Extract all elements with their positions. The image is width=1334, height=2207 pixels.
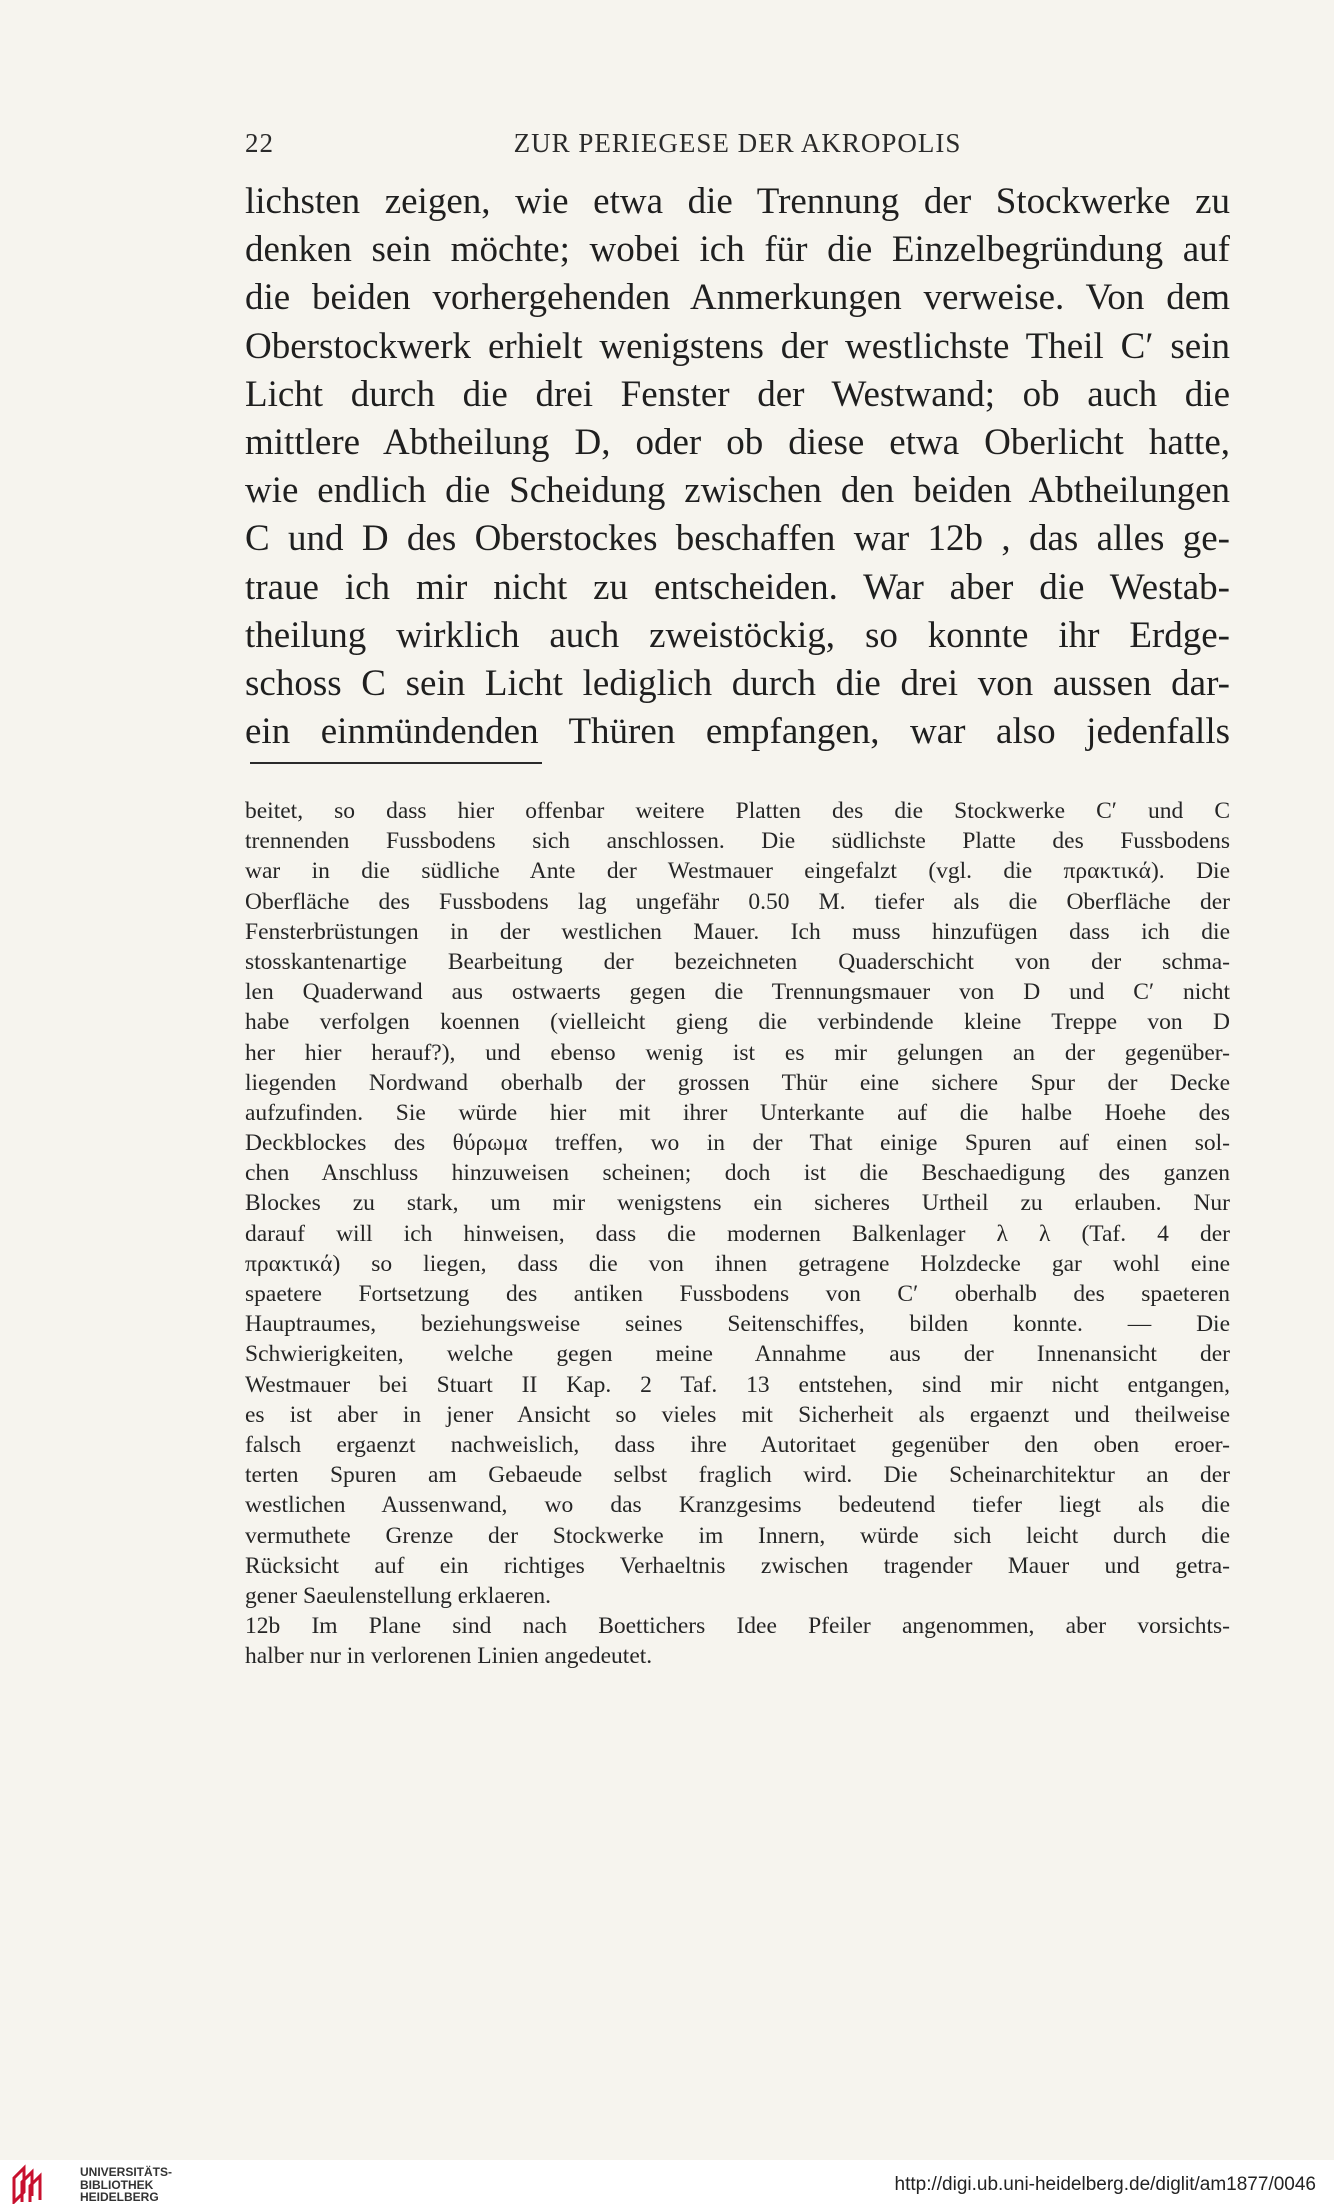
body-line: schoss C sein Licht lediglich durch die drei von aussen dar- (245, 662, 1230, 704)
footnote-line: Westmauer bei Stuart II Kap. 2 Taf. 13 entstehen, sind mir nicht entgangen, (245, 1371, 1230, 1398)
footnote-line: Schwierigkeiten, welche gegen meine Annahme aus der Innenansicht der (245, 1341, 1230, 1368)
footnote-line: Fensterbrüstungen in der westlichen Mauer. Ich muss hinzufügen dass ich die (245, 918, 1230, 945)
footnote-line: chen Anschluss hinzuweisen scheinen; doch ist die Beschaedigung des ganzen (245, 1160, 1230, 1187)
footnote-line: war in die südliche Ante der Westmauer eingefalzt (vgl. die πρακτικά). Die (245, 858, 1230, 885)
library-name-line: HEIDELBERG (80, 2190, 159, 2204)
footnote-line: aufzufinden. Sie würde hier mit ihrer Unterkante auf die halbe Hoehe des (245, 1099, 1230, 1126)
footnote-12b: 12b Im Plane sind nach Boettichers Idee Pfeiler angenommen, aber vorsichts- (245, 1613, 1230, 1640)
page-number: 22 (245, 128, 274, 158)
footnote-line: trennenden Fussbodens sich anschlossen. Die südlichste Platte des Fussbodens (245, 828, 1230, 855)
footnote-line: πρακτικά) so liegen, dass die von ihnen getragene Holzdecke gar wohl eine (245, 1250, 1230, 1277)
footnote-line: westlichen Aussenwand, wo das Kranzgesims bedeutend tiefer liegt als die (245, 1492, 1230, 1519)
footnotes (245, 796, 1230, 1671)
footnote-line: Hauptraumes, beziehungsweise seines Seitenschiffes, bilden konnte. — Die (245, 1311, 1230, 1338)
body-line: wie endlich die Scheidung zwischen den beiden Abtheilungen (245, 470, 1230, 512)
body-line: mittlere Abtheilung D, oder ob diese etwa Oberlicht hatte, (245, 421, 1230, 463)
body-line: denken sein möchte; wobei ich für die Einzelbegründung auf (245, 229, 1230, 271)
body-line: ein einmündenden Thüren empfangen, war also jedenfalls (245, 711, 1230, 753)
library-logo-icon (8, 2164, 74, 2204)
footnote-line: terten Spuren am Gebaeude selbst fraglich wird. Die Scheinarchitektur an der (245, 1462, 1230, 1489)
footnote-line: spaetere Fortsetzung des antiken Fussbodens von C′ oberhalb des spaeteren (245, 1281, 1230, 1307)
body-line: C und D des Oberstockes beschaffen war 12b , das alles ge- (245, 518, 1230, 560)
footnote-line: her hier herauf?), und ebenso wenig ist es mir gelungen an der gegenüber- (245, 1039, 1230, 1066)
footnote-line: falsch ergaenzt nachweislich, dass ihre Autoritaet gegenüber den oben eroer- (245, 1431, 1230, 1458)
body-line: theilung wirklich auch zweistöckig, so konnte ihr Erdge- (245, 614, 1230, 656)
footnote-line: darauf will ich hinweisen, dass die modernen Balkenlager λ λ (Taf. 4 der (245, 1220, 1230, 1247)
body-line: traue ich mir nicht zu entscheiden. War aber die Westab- (245, 566, 1230, 608)
footnote-line: Deckblockes des θύρωμα treffen, wo in der That einige Spuren auf einen sol- (245, 1130, 1230, 1157)
footnote-line: gener Saeulenstellung erklaeren. (245, 1582, 552, 1609)
running-title: ZUR PERIEGESE DER AKROPOLIS (513, 128, 962, 158)
footnote-line: halber nur in verlorenen Linien angedeutet. (245, 1643, 653, 1670)
footnote-line: stosskantenartige Bearbeitung der bezeichneten Quaderschicht von der schma- (245, 948, 1230, 975)
source-url[interactable]: http://digi.ub.uni-heidelberg.de/diglit/am1877/0046 (894, 2174, 1316, 2195)
body-line: die beiden vorhergehenden Anmerkungen verweise. Von dem (245, 277, 1230, 319)
footnote-line: Blockes zu stark, um mir wenigstens ein sicheres Urtheil zu erlauben. Nur (245, 1190, 1230, 1217)
footnote-line: habe verfolgen koennen (vielleicht gieng die verbindende kleine Treppe von D (245, 1009, 1230, 1036)
library-name-line: UNIVERSITÄTS- (80, 2165, 173, 2179)
footnote-line: liegenden Nordwand oberhalb der grossen Thür eine sichere Spur der Decke (245, 1069, 1230, 1096)
footnote-line: Oberfläche des Fussbodens lag ungefähr 0.50 M. tiefer als die Oberfläche der (245, 888, 1230, 915)
body-line: lichsten zeigen, wie etwa die Trennung der Stockwerke zu (245, 181, 1230, 222)
footnote-line: beitet, so dass hier offenbar weitere Platten des die Stockwerke C′ und C (245, 798, 1230, 824)
body-line: Licht durch die drei Fenster der Westwand; ob auch die (245, 373, 1230, 415)
footnote-line: es ist aber in jener Ansicht so vieles mit Sicherheit als ergaenzt und theilweise (245, 1401, 1230, 1428)
body-text (245, 178, 1230, 756)
running-head (245, 128, 1230, 168)
footnote-line: len Quaderwand aus ostwaerts gegen die Trennungsmauer von D und C′ nicht (245, 979, 1230, 1006)
library-name (80, 2166, 172, 2204)
footnote-separator (250, 762, 542, 764)
library-name-line: BIBLIOTHEK (80, 2177, 154, 2192)
footnote-line: vermuthete Grenze der Stockwerke im Innern, würde sich leicht durch die (245, 1522, 1230, 1549)
footnote-line: Rücksicht auf ein richtiges Verhaeltnis zwischen tragender Mauer und getra- (245, 1552, 1230, 1579)
body-line: Oberstockwerk erhielt wenigstens der westlichste Theil C′ sein (245, 325, 1230, 367)
